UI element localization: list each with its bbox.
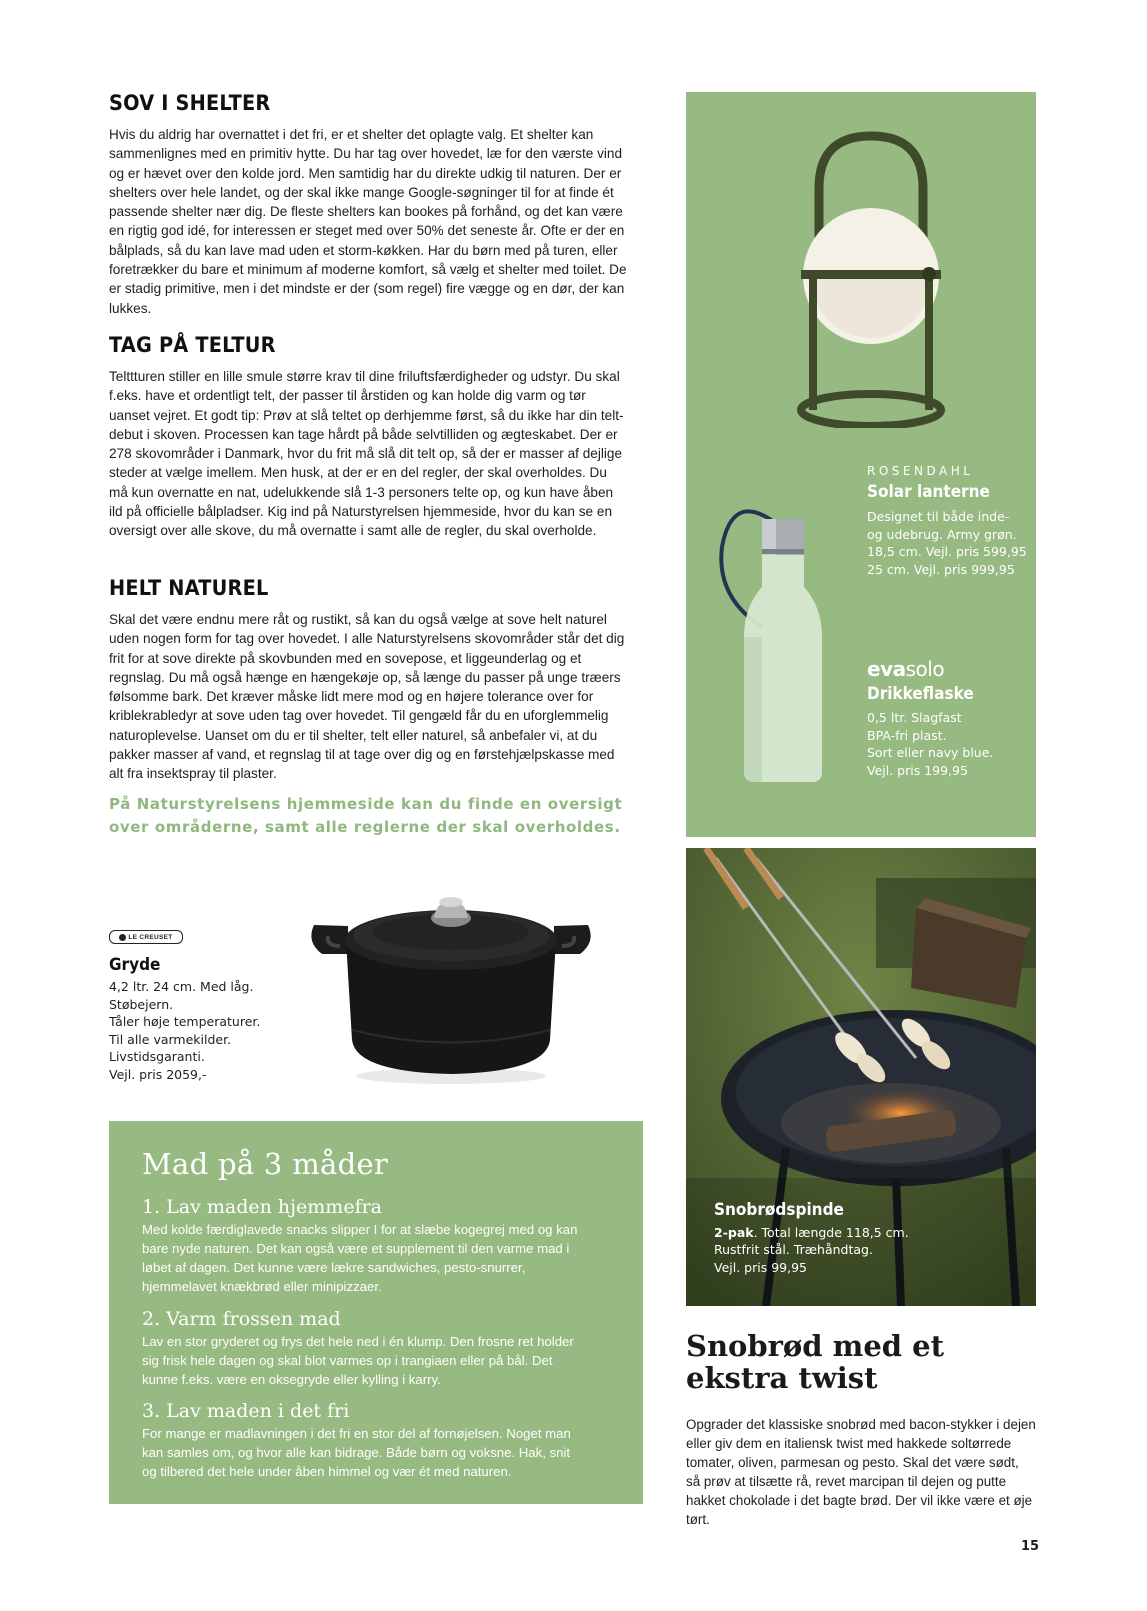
bottle-name: Drikkeflaske <box>867 684 974 704</box>
section-body-teltur: Telttturen stiller en lille smule større krav til dine friluftsfærdigheder og udstyr. Du skal f.eks. have et ordentligt telt, der passer til årstiden og kan holde dig varm og tør uanset vejret. Et godt tip: Prøv at slå teltet op derhjemme først, så du ikke har din telt-debut i skoven. Processen kan tage hårdt på både selvtilliden og ægteskabet. Der er 278 skovområder i Danmark, hvor du frit må slå dit telt op, så der er masser af dejlige steder at vælge imellem. Men husk, at der er en del regler, der skal overholdes. Du må kun overnatte en nat, udelukkende slå 1-3 personers telte op, og kun have åben ild på officielle bålpladser. Kig ind på Naturstyrelsen hjemmeside, hvor du kan se en oversigt over alle skove, du må overnatte i samt alle de regler, du skal overholde. <box>109 369 624 539</box>
twist-body: Opgrader det klassiske snobrød med bacon-stykker i dejen eller giv dem en italiensk twist med hakkede soltørrede tomater, oliven, parmesan og pesto. Skal det være sødt, så prøv at tilsætte rå, revet marcipan til dejen og putte hakket chokolade i det bagte brød. Der vil ikke være et øje tørt. <box>686 1417 1036 1527</box>
pull-quote: På Naturstyrelsens hjemmeside kan du finde en oversigt over områderne, samt alle reglerne der skal overholdes. <box>109 795 623 836</box>
pot-product-name: Gryde <box>109 955 161 975</box>
food-title: Mad på 3 måder <box>142 1147 389 1181</box>
food-box <box>109 1121 643 1504</box>
sticks-caption: Snobrødspinde 2-pak. Total længde 118,5 cm. Rustfrit stål. Træhåndtag. Vejl. pris 99,95 <box>714 1199 909 1275</box>
section-title-naturel: HELT NATUREL <box>109 576 269 600</box>
section-title-teltur: TAG PÅ TELTUR <box>109 333 276 357</box>
eva-solo-logo: evasolo <box>867 657 945 681</box>
le-creuset-logo <box>109 930 183 944</box>
food-heading-3: 3. Lav maden i det fri <box>142 1400 350 1422</box>
page-number: 15 <box>1021 1539 1040 1554</box>
lantern-image <box>791 128 951 428</box>
sticks-name: Snobrødspinde <box>714 1199 844 1220</box>
water-bottle-image <box>714 497 824 787</box>
pot-brand: LE CREUSET <box>128 933 173 941</box>
twist-title: Snobrød med et ekstra twist <box>686 1329 944 1395</box>
product-panel <box>686 92 1036 837</box>
bottle-desc: 0,5 ltr. Slagfast BPA-fri plast. Sort eller navy blue. Vejl. pris 199,95 <box>867 710 994 778</box>
campfire-photo <box>686 848 1036 1306</box>
food-text-2: Lav en stor gryderet og frys det hele ned i én klump. Den frosne ret holder sig frisk hele dagen og skal blot varmes op i trangiaen eller på bål. Det kunne f.eks. være en oksegryde eller kylling i karry. <box>142 1334 574 1387</box>
lantern-desc: Designet til både inde- og udebrug. Army grøn. 18,5 cm. Vejl. pris 599,95 25 cm. Vejl. pris 999,95 <box>867 509 1027 577</box>
food-text-1: Med kolde færdiglavede snacks slipper I for at slæbe kogegrej med og kan bare nyde naturen. Det kan også være et supplement til den varme mad i løbet af dagen. Det kunne være lækre sandwiches, pesto-snurrer, hjemmelavet knækbrød eller minipizzaer. <box>142 1222 578 1294</box>
food-heading-2: 2. Varm frossen mad <box>142 1308 341 1330</box>
section-body-shelter: Hvis du aldrig har overnattet i det fri, er et shelter det oplagte valg. Et shelter kan sammenlignes med en primitiv hytte. Du har tag over hovedet, læ for den værste vind og er hævet over den kolde jord. Men samtidig har du direkte udkig til naturen. Der er shelters over hele landet, og der skal ikke mange Google-søgninger til for at finde ét passende shelter nær dig. De fleste shelters kan bookes på forhånd, og det kan være en rigtig god idé, for interessen er steget med over 50% det seneste år. Ofte er der en bålplads, så du kan lave mad uden et storm-køkken. Har du børn med på turen, eller foretrækker du bare et minimum af moderne komfort, så vælg et shelter med toilet. De er stadig primitive, men i det mindste er der (som regel) fire vægge og en dør, der kan lukkes. <box>109 127 627 316</box>
section-title-shelter: SOV I SHELTER <box>109 91 271 115</box>
food-heading-1: 1. Lav maden hjemmefra <box>142 1196 383 1218</box>
pot-product-desc: 4,2 ltr. 24 cm. Med låg. Støbejern. Tåler høje temperaturer. Til alle varmekilder. Livstidsgaranti. Vejl. pris 2059,- <box>109 979 261 1082</box>
logo-dot-icon <box>119 934 126 941</box>
section-body-naturel: Skal det være endnu mere råt og rustikt, så kan du også vælge at sove helt naturel uden nogen form for tag over hovedet. I alle Naturstyrelsens skovområder står det dig frit for at sove direkte på skovbunden med en sovepose, et liggeunderlag og et regnslag. Du må også hænge en hængekøje op, så længe du passer på unge træers følsomme bark. Det kræver måske lidt mere mod og en højere tolerance over for kriblekrabledyr at sove uden tag over hovedet. Til gengæld får du en uforglemmelig naturoplevelse. Uanset om du er til shelter, telt eller naturel, så anbefaler vi, at du pakker masser af vand, et regnslag til at tage over dig og en førstehjælpskasse med alt fra insektspray til plaster. <box>109 612 625 782</box>
food-text-3: For mange er madlavningen i det fri en stor del af fornøjelsen. Noget man kan samles om, og hvor alle kan bidrage. Både børn og voksne. Hak, snit og tilbered det hele under åben himmel og vær ét med naturen. <box>142 1426 571 1479</box>
lantern-name: Solar lanterne <box>867 482 990 502</box>
cast-iron-pot-image <box>306 880 596 1090</box>
lantern-brand: ROSENDAHL <box>867 464 974 478</box>
